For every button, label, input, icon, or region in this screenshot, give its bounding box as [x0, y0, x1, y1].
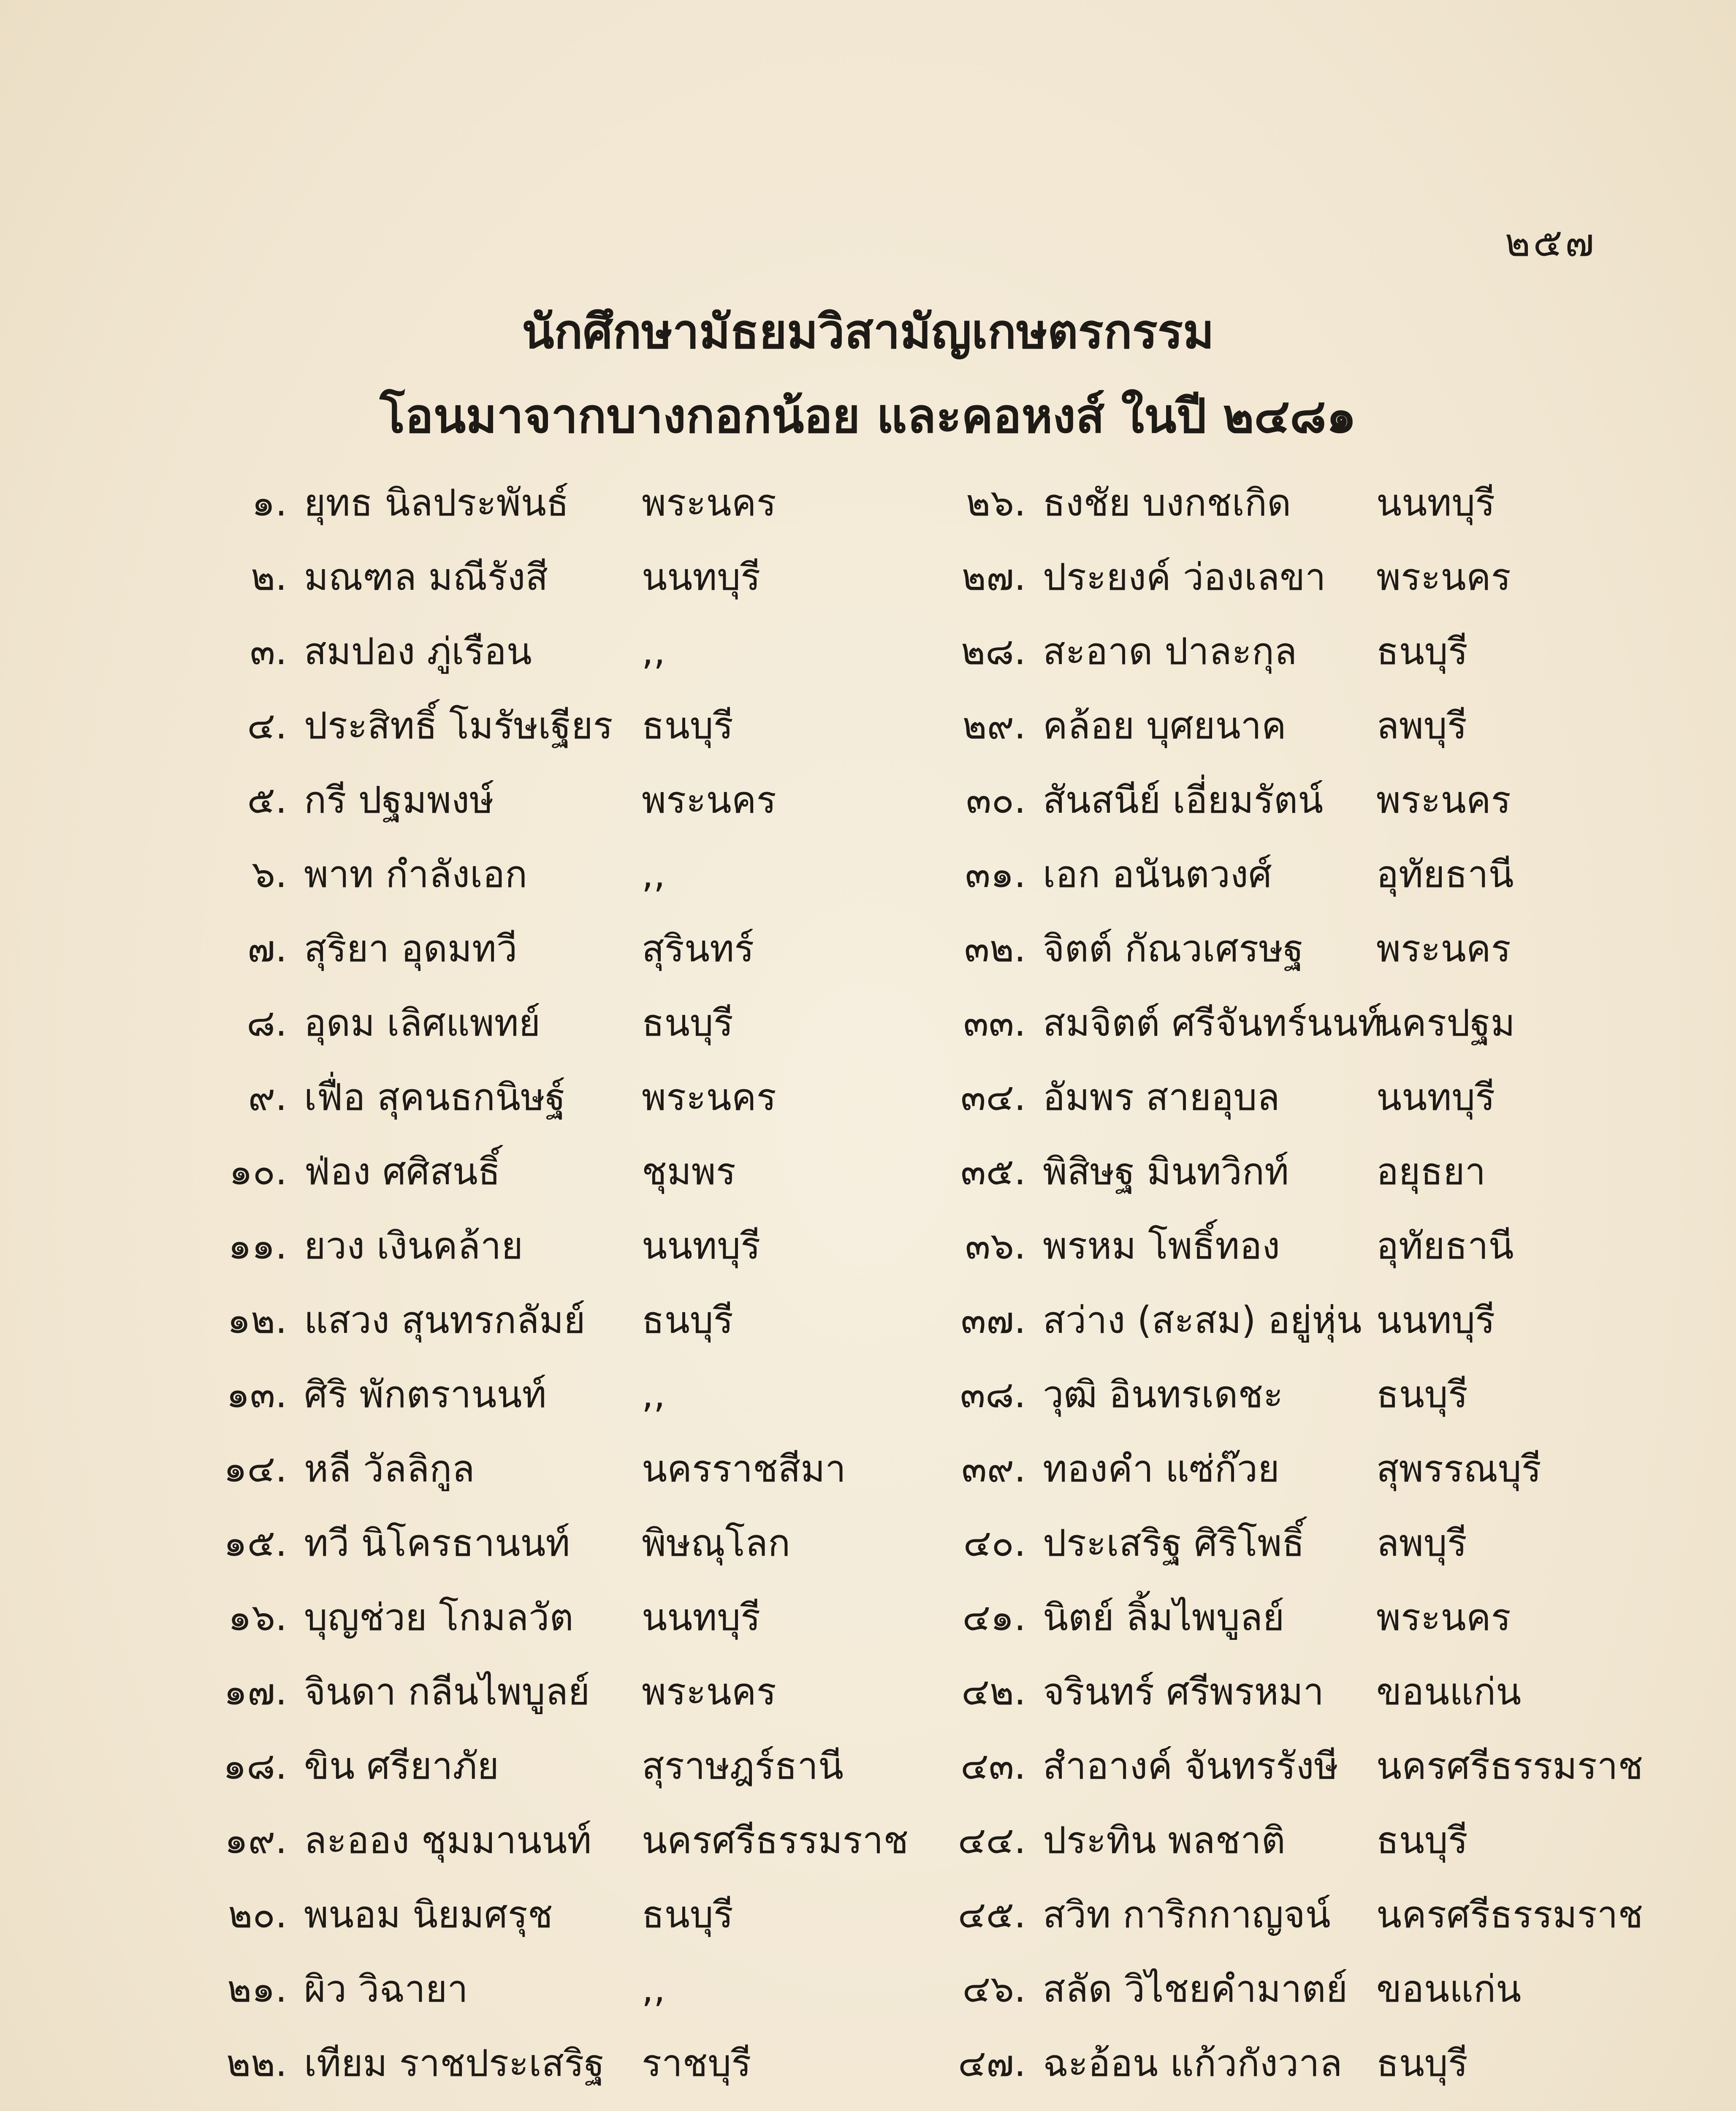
- page-subtitle: โอนมาจากบางกอกน้อย และคอหงส์ ในปี ๒๔๘๑: [380, 389, 1356, 444]
- list-item: [929, 1142, 1596, 1193]
- list-item: [929, 770, 1596, 822]
- list-item-number: ๓๓.: [963, 1001, 1026, 1045]
- list-item-name: สมจิตต์ ศรีจันทร์นนท์: [1043, 1001, 1382, 1045]
- list-item-province: [642, 2108, 963, 2111]
- list-item: [929, 1365, 1596, 1416]
- list-item-name: พนอม นิยมศรุช: [304, 1893, 553, 1936]
- list-item-number: ๙.: [248, 1075, 287, 1119]
- list-item-province: พระนคร: [642, 778, 776, 822]
- list-item: [190, 1067, 963, 1119]
- list-item: [929, 621, 1596, 673]
- list-item-number: [929, 2108, 1026, 2111]
- list-item: [929, 1587, 1596, 1639]
- list-item-province: นนทบุรี: [1376, 481, 1495, 524]
- list-item-number: ๔๓.: [960, 1744, 1026, 1788]
- list-item-province: พระนคร: [1376, 1595, 1511, 1639]
- list-item-province: ชุมพร: [642, 1150, 736, 1193]
- page-title: นักศึกษามัธยมวิสามัญเกษตรกรรม: [522, 304, 1214, 359]
- list-item: [190, 1885, 963, 1936]
- list-item-number: ๒๙.: [962, 704, 1026, 747]
- list-item: [190, 1810, 963, 1862]
- list-item-name: ธงชัย บงกชเกิด: [1043, 481, 1291, 524]
- list-item-number: ๑๔.: [223, 1447, 287, 1490]
- list-item-name: เอก อนันตวงศ์: [1043, 852, 1272, 896]
- list-item-province: ธนบุรี: [642, 1001, 733, 1045]
- list-item-name: พิสิษฐ มินทวิกท์: [1043, 1150, 1289, 1193]
- list-item-number: ๘.: [247, 1001, 287, 1045]
- list-item-name: ยวง เงินคล้าย: [304, 1224, 523, 1267]
- list-item: [929, 696, 1596, 747]
- list-item-number: ๓๔.: [960, 1075, 1026, 1119]
- list-item-number: [190, 2108, 287, 2111]
- list-item-number: ๒๐.: [228, 1893, 287, 1936]
- list-item-name: วุฒิ อินทรเดชะ: [1043, 1373, 1283, 1416]
- list-item-number: ๓๙.: [961, 1447, 1026, 1490]
- list-item: [190, 1216, 963, 1267]
- list-item-province: ธนบุรี: [642, 1298, 733, 1342]
- list-item-province: พระนคร: [1376, 555, 1511, 599]
- list-item-number: ๒.: [251, 555, 287, 599]
- list-item-name: พรหม โพธิ์ทอง: [1043, 1224, 1280, 1267]
- list-item: [190, 993, 963, 1045]
- list-item-name: จินดา กลีนไพบูลย์: [304, 1670, 590, 1713]
- list-item: [929, 547, 1596, 599]
- list-item-name: มณฑล มณีรังสี: [304, 555, 548, 599]
- list-item: [929, 1810, 1596, 1862]
- list-item-name: อุดม เลิศแพทย์: [304, 1001, 541, 1045]
- list-item-name: [304, 2108, 642, 2111]
- list-item-province: ลพบุรี: [1376, 704, 1467, 747]
- list-item-province: พระนคร: [642, 481, 776, 524]
- list-item-name: ผิว วิฉายา: [304, 1967, 468, 2011]
- list-item-province: พระนคร: [1376, 778, 1511, 822]
- list-item-number: ๓.: [250, 630, 287, 673]
- list-item-province: นครศรีธรรมราช: [1376, 1744, 1644, 1788]
- list-item-name: ประสิทธิ์ โมรัษเฐียร: [304, 704, 613, 747]
- list-item-province: นนทบุรี: [642, 1595, 761, 1639]
- list-item-province: ขอนแก่น: [1376, 1670, 1522, 1713]
- list-item-name: บุญช่วย โกมลวัต: [304, 1595, 574, 1639]
- list-item: [190, 2033, 963, 2085]
- list-item-number: ๓๗.: [960, 1298, 1026, 1342]
- list-item-name: ประทิน พลชาติ: [1043, 1818, 1286, 1862]
- list-item-name: สุริยา อุดมทวี: [304, 927, 518, 970]
- list-item-name: จรินทร์ ศรีพรหมา: [1043, 1670, 1324, 1713]
- list-item: [190, 844, 963, 896]
- list-item-number: ๔๒.: [961, 1670, 1026, 1713]
- list-item: [929, 919, 1596, 970]
- list-item-province: ธนบุรี: [642, 704, 733, 747]
- list-item-province: อุทัยธานี: [1376, 852, 1514, 896]
- list-item-province: นครราชสีมา: [642, 1447, 846, 1490]
- list-item-name: [1043, 2108, 1376, 2111]
- list-item-number: ๔๔.: [958, 1818, 1026, 1862]
- list-item-number: ๒๘.: [961, 630, 1026, 673]
- list-item-name: ประเสริฐ ศิริโพธิ์: [1043, 1521, 1305, 1565]
- list-item-province: สุพรรณบุรี: [1376, 1447, 1542, 1490]
- list-item-number: ๖.: [252, 852, 287, 896]
- list-item-number: ๑๐.: [229, 1150, 287, 1193]
- list-item-name: ละออง ชุมมานนท์: [304, 1818, 592, 1862]
- list-item-name: สลัด วิไชยคำมาตย์: [1043, 1967, 1348, 2011]
- list-item: [929, 473, 1596, 524]
- list-item-province: พระนคร: [642, 1075, 776, 1119]
- list-item-number: ๑๕.: [223, 1521, 287, 1565]
- list-item-province: ,,: [642, 630, 665, 673]
- list-item-number: ๓๐.: [966, 778, 1026, 822]
- list-item-name: คล้อย บุศยนาค: [1043, 704, 1286, 747]
- list-item-name: ทองคำ แซ่ก๊วย: [1043, 1447, 1280, 1490]
- list-item-province: ธนบุรี: [1376, 1818, 1468, 1862]
- list-item-province: นนทบุรี: [642, 555, 761, 599]
- list-item-number: ๔.: [247, 704, 287, 747]
- list-item-province: ,,: [642, 1967, 665, 2011]
- list-item: [929, 1959, 1596, 2011]
- list-item-name: อัมพร สายอุบล: [1043, 1075, 1280, 1119]
- list-item: [190, 1439, 963, 1490]
- list-item-province: ลพบุรี: [1376, 1521, 1467, 1565]
- list-item-name: สำอางค์ จันทรรังษี: [1043, 1744, 1339, 1788]
- list-item-number: ๑.: [252, 481, 287, 524]
- list-item-name: หลี วัลลิกูล: [304, 1447, 475, 1490]
- list-item-name: ประยงค์ ว่องเลขา: [1043, 555, 1326, 599]
- list-item-number: ๓๕.: [960, 1150, 1026, 1193]
- list-item-province: นนทบุรี: [642, 1224, 761, 1267]
- list-item-province: ธนบุรี: [642, 1893, 733, 1936]
- list-item: [190, 473, 963, 524]
- list-item: [929, 1067, 1596, 1119]
- list-item-name: ฉะอ้อน แก้วกังวาล: [1043, 2041, 1343, 2085]
- list-item-number: ๒๗.: [961, 555, 1026, 599]
- list-item: [929, 1736, 1644, 1788]
- list-item-number: ๑๓.: [226, 1373, 287, 1416]
- page-number: ๒๕๗: [1505, 220, 1597, 265]
- list-item-number: ๔๑.: [962, 1595, 1026, 1639]
- list-item-province: นครศรีธรรมราช: [642, 1818, 909, 1862]
- list-item: [929, 1290, 1596, 1342]
- list-item: [190, 1959, 963, 2011]
- list-item-number: ๕.: [247, 778, 287, 822]
- list-item: [190, 1290, 963, 1342]
- list-item: [190, 919, 963, 970]
- list-item-name: ฟ่อง ศศิสนธิ์: [304, 1150, 501, 1193]
- list-item-number: ๒๒.: [226, 2041, 287, 2085]
- list-item-province: พระนคร: [642, 1670, 776, 1713]
- list-item-province: พิษณุโลก: [642, 1521, 791, 1565]
- list-item-name: นิตย์ ลิ้มไพบูลย์: [1043, 1595, 1285, 1639]
- list-item-number: ๑๙.: [224, 1818, 287, 1862]
- list-item: [929, 844, 1596, 896]
- list-item-number: ๑๘.: [223, 1744, 287, 1788]
- list-item: [929, 1216, 1596, 1267]
- list-item-province: ขอนแก่น: [1376, 1967, 1522, 2011]
- list-item-number: ๑๑.: [228, 1224, 287, 1267]
- list-item: [190, 1365, 963, 1416]
- list-item-name: ศิริ พักตรานนท์: [304, 1373, 547, 1416]
- list-item-province: ,,: [642, 1373, 665, 1416]
- list-item-number: ๑๗.: [223, 1670, 287, 1713]
- list-item: [929, 2108, 1596, 2111]
- list-item-name: สวิท การิกกาญจน์: [1043, 1893, 1331, 1936]
- list-item: [190, 621, 963, 673]
- list-item-number: ๓๑.: [965, 852, 1026, 896]
- list-item-name: สันสนีย์ เอี่ยมรัตน์: [1043, 778, 1324, 822]
- list-item-name: กรี ปฐมพงษ์: [304, 778, 494, 822]
- list-item-province: พระนคร: [1376, 927, 1511, 970]
- list-item-name: สะอาด ปาละกุล: [1043, 630, 1297, 673]
- list-item-name: ขิน ศรียาภัย: [304, 1744, 499, 1788]
- list-item-province: อยุธยา: [1376, 1150, 1486, 1193]
- list-item: [190, 1587, 963, 1639]
- list-item-province: สุราษฎร์ธานี: [642, 1744, 844, 1788]
- list-item-number: ๔๖.: [962, 1967, 1026, 2011]
- list-item-province: ธนบุรี: [1376, 2041, 1468, 2085]
- list-item-number: ๔๗.: [958, 2041, 1026, 2085]
- list-item-name: สมปอง ภู่เรือน: [304, 630, 532, 673]
- list-item-name: เทียม ราชประเสริฐ: [304, 2041, 605, 2085]
- list-item: [190, 1513, 963, 1565]
- list-item-number: ๓๘.: [960, 1373, 1026, 1416]
- list-item-province: นครศรีธรรมราช: [1376, 1893, 1644, 1936]
- list-item: [190, 1142, 963, 1193]
- list-item-number: ๒๑.: [227, 1967, 287, 2011]
- list-item-number: ๔๐.: [963, 1521, 1026, 1565]
- list-item-province: ธนบุรี: [1376, 1373, 1468, 1416]
- list-item-province: นครปฐม: [1376, 1001, 1515, 1045]
- list-item-number: ๒๖.: [966, 481, 1026, 524]
- list-item-name: สว่าง (สะสม) อยู่หุ่น: [1043, 1298, 1362, 1342]
- list-item-province: ราชบุรี: [642, 2041, 751, 2085]
- list-item: [929, 1885, 1644, 1936]
- list-item-number: ๔๕.: [958, 1893, 1026, 1936]
- list-item: [190, 547, 963, 599]
- list-item-number: ๓๒.: [964, 927, 1026, 970]
- list-item: [190, 770, 963, 822]
- list-item-name: ยุทธ นิลประพันธ์: [304, 481, 569, 524]
- list-item: [190, 696, 963, 747]
- list-item: [190, 1662, 963, 1713]
- list-item-province: ,,: [642, 852, 665, 896]
- list-item: [929, 1439, 1596, 1490]
- list-item-number: ๗.: [247, 927, 287, 970]
- list-item-number: ๑๒.: [227, 1298, 287, 1342]
- list-item-name: จิตต์ กัณวเศรษฐ: [1043, 927, 1304, 970]
- list-item: [929, 2033, 1596, 2085]
- list-item-name: แสวง สุนทรกลัมย์: [304, 1298, 586, 1342]
- list-item: [190, 1736, 963, 1788]
- list-item: [929, 1513, 1596, 1565]
- list-item: [190, 2108, 963, 2111]
- list-item-province: อุทัยธานี: [1376, 1224, 1514, 1267]
- list-item-province: ธนบุรี: [1376, 630, 1468, 673]
- list-item-province: นนทบุรี: [1376, 1075, 1495, 1119]
- list-item-name: ทวี นิโครธานนท์: [304, 1521, 570, 1565]
- list-item: [929, 1662, 1596, 1713]
- list-item-number: ๑๖.: [228, 1595, 287, 1639]
- list-item-name: เฟื่อ สุคนธกนิษฐ์: [304, 1075, 566, 1119]
- list-item-name: พาท กำลังเอก: [304, 852, 528, 896]
- list-item-number: ๓๖.: [965, 1224, 1026, 1267]
- list-item-province: สุรินทร์: [642, 927, 754, 970]
- list-item: [929, 993, 1596, 1045]
- list-item-province: นนทบุรี: [1376, 1298, 1495, 1342]
